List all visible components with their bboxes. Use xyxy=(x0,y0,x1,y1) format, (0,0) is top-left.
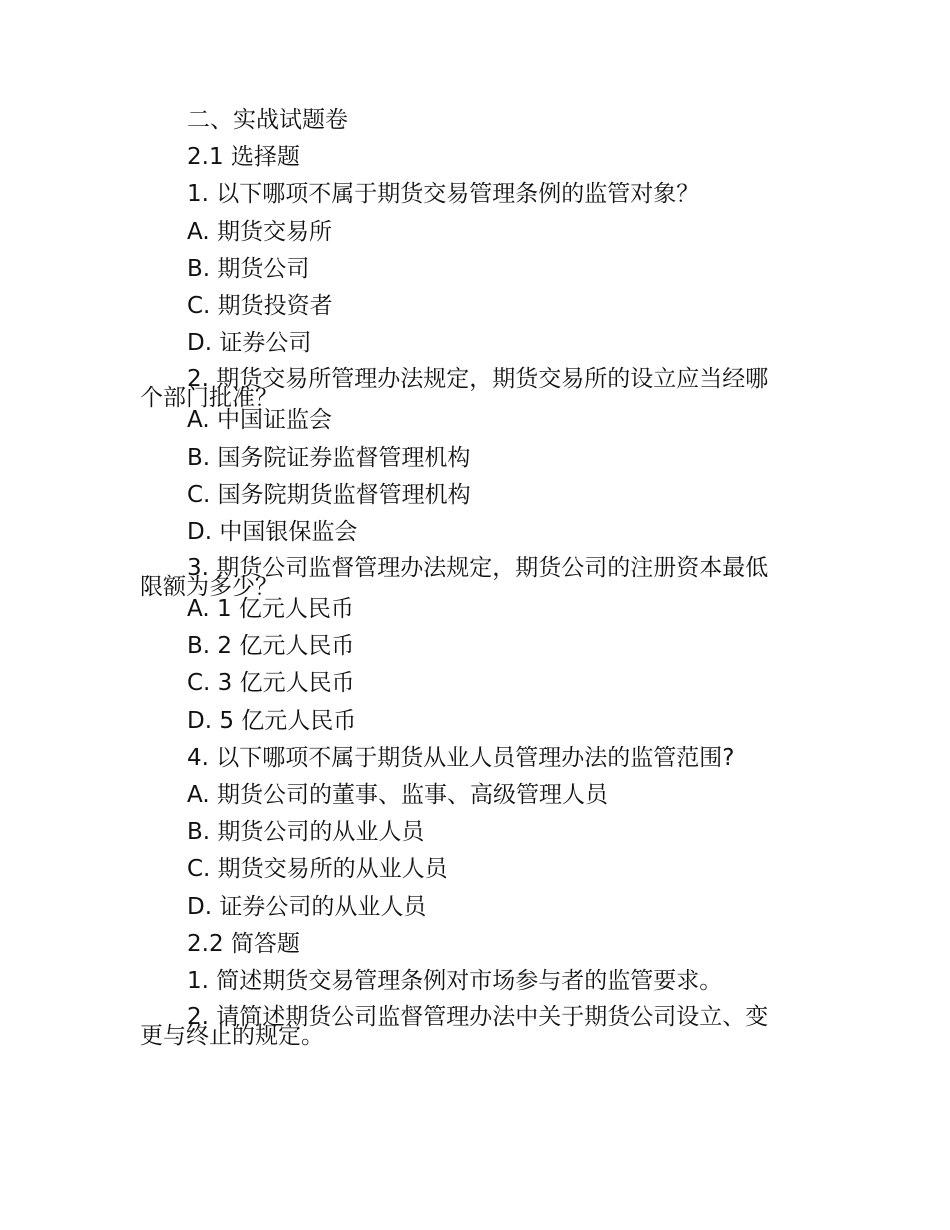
question-2-option-d: D. 中国银保监会 xyxy=(187,518,358,545)
subsection-title-short-answer: 2.2 简答题 xyxy=(187,930,300,957)
question-1: 1. 以下哪项不属于期货交易管理条例的监管对象？ xyxy=(187,181,700,208)
question-2-line-2: 个部门批准？ xyxy=(140,385,278,412)
question-1-option-a: A. 期货交易所 xyxy=(187,218,332,245)
question-3-option-a: A. 1 亿元人民币 xyxy=(187,596,354,623)
question-1-option-c: C. 期货投资者 xyxy=(187,292,333,319)
subsection-title-choice: 2.1 选择题 xyxy=(187,144,300,171)
question-4-option-c: C. 期货交易所的从业人员 xyxy=(187,856,448,883)
question-2-option-a: A. 中国证监会 xyxy=(187,407,332,434)
question-3-option-c: C. 3 亿元人民币 xyxy=(187,670,355,697)
document-body xyxy=(140,102,812,1050)
question-4-option-b: B. 期货公司的从业人员 xyxy=(187,819,425,846)
section-title: 二、实战试题卷 xyxy=(187,107,348,133)
question-3-option-d: D. 5 亿元人民币 xyxy=(187,707,357,734)
question-3-line-1: 3. 期货公司监督管理办法规定，期货公司的注册资本最低 xyxy=(187,555,769,582)
short-answer-2-line-1: 2. 请简述期货公司监督管理办法中关于期货公司设立、变 xyxy=(187,1004,769,1031)
question-1-option-b: B. 期货公司 xyxy=(187,255,310,282)
question-4-option-a: A. 期货公司的董事、监事、高级管理人员 xyxy=(187,782,608,808)
question-3 xyxy=(140,551,812,601)
question-3-line-2: 限额为多少？ xyxy=(140,574,278,601)
short-answer-1: 1. 简述期货交易管理条例对市场参与者的监管要求。 xyxy=(187,967,723,994)
question-4-option-d: D. 证券公司的从业人员 xyxy=(187,893,427,920)
question-3-option-b: B. 2 亿元人民币 xyxy=(187,633,355,660)
question-2 xyxy=(140,362,812,412)
question-2-option-b: B. 国务院证券监督管理机构 xyxy=(187,444,471,471)
question-1-option-d: D. 证券公司 xyxy=(187,330,312,357)
short-answer-2-line-2: 更与终止的规定。 xyxy=(140,1023,324,1050)
short-answer-2 xyxy=(140,1000,812,1050)
question-2-line-1: 2. 期货交易所管理办法规定，期货交易所的设立应当经哪 xyxy=(187,366,769,393)
question-2-option-c: C. 国务院期货监督管理机构 xyxy=(187,481,471,508)
question-4: 4. 以下哪项不属于期货从业人员管理办法的监管范围? xyxy=(187,744,735,771)
